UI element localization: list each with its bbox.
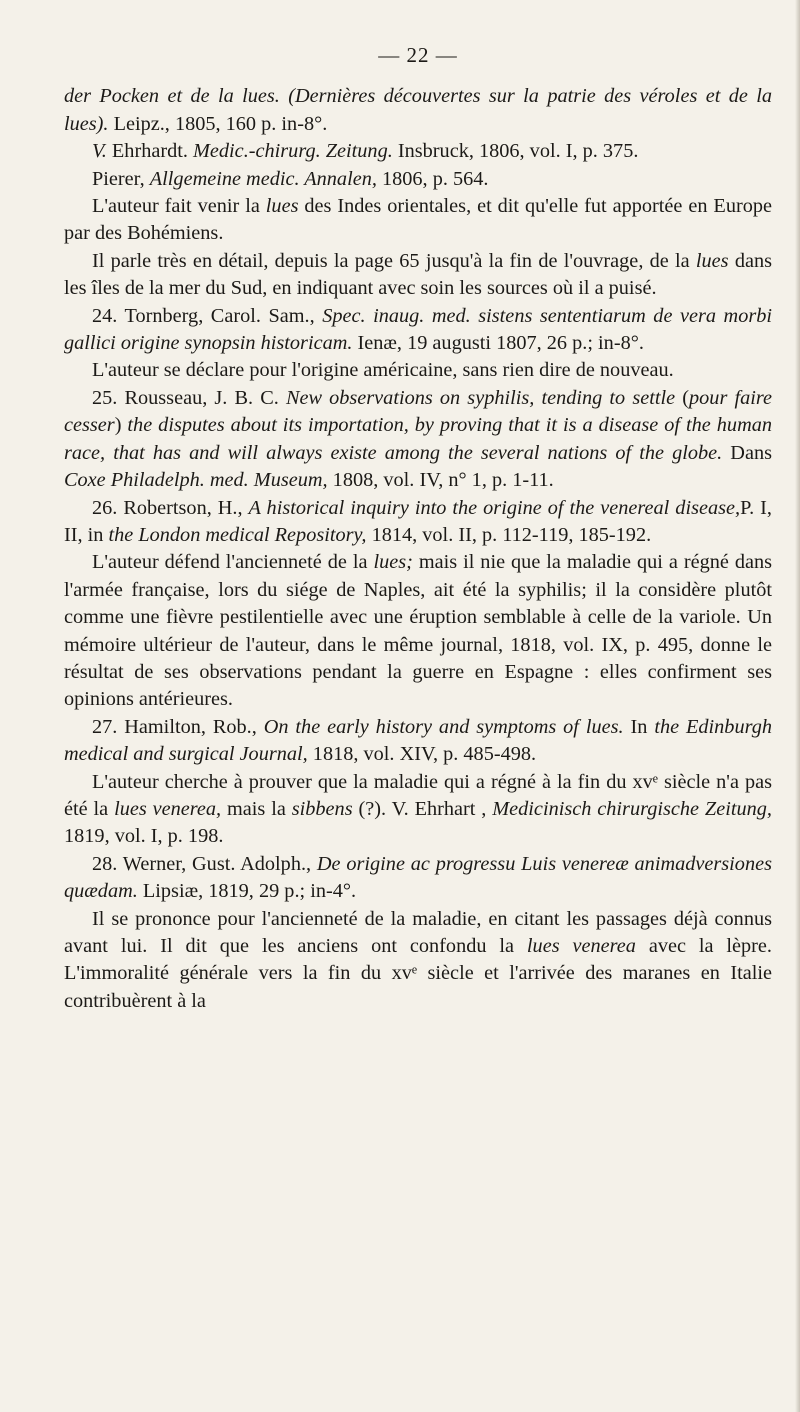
paragraph — [64, 549, 772, 713]
text: 1819, vol. I, p. 198. — [64, 825, 224, 848]
text: Il parle très en détail, depuis la page 65 jusqu'à la fin de l'ouvrage, de la — [92, 249, 696, 272]
page-number: — 22 — — [378, 43, 458, 67]
text: 26. Robertson, H., — [92, 496, 249, 519]
paragraph — [64, 138, 772, 165]
italic-text: A historical inquiry into the origine of the venereal disease, — [248, 496, 741, 519]
paragraph — [64, 166, 772, 193]
text: ) — [114, 414, 128, 437]
italic-text: lues — [265, 195, 299, 218]
text: L'auteur se déclare pour l'origine américaine, sans rien dire de nouveau. — [92, 359, 674, 382]
text-flow — [64, 83, 772, 1015]
italic-text: the disputes about its importation, by proving that it is a disease of the human race, that has and will always existe among the several nations of the globe. — [64, 414, 772, 464]
text: Pierer, — [92, 167, 150, 190]
italic-text: lues venerea — [526, 935, 636, 957]
text: (?). V. Ehrhart , — [352, 797, 493, 820]
text: 1814, vol. II, p. 112-119, 185-192. — [366, 523, 652, 546]
text: 28. Werner, Gust. Adolph., — [92, 852, 317, 875]
text: 27. Hamilton, Rob., — [92, 715, 264, 738]
text: mais il nie que la maladie qui a régné dans l'armée française, lors du siége de Naples, ait été la syphilis; il la considère plutôt comme une fièvre pestilentielle avec une éruption semblable à celle de la variole. Un mémoire ultérieur de l'auteur, dans le même journal, 1818, vol. IX, p. 495, donne le résultat de ses observations pendant la guerre en Espagne : elles confirment ses opinions antérieures. — [64, 551, 772, 711]
italic-text: der Pocken et de la lues. (Dernières découvertes sur la patrie des véroles et de la lues). — [64, 85, 772, 135]
text: P. I, II, in — [64, 496, 773, 546]
text: Dans — [722, 441, 772, 464]
text: Leipz., 1805, 160 p. in-8°. — [108, 112, 328, 135]
text: In — [623, 715, 655, 738]
paragraph — [64, 385, 772, 495]
text: des Indes orientales, et dit qu'elle fut apportée en Europe par des Bohémiens. — [64, 195, 772, 245]
text: L'auteur fait venir la — [92, 195, 266, 218]
text: Ehrhardt. — [106, 140, 194, 163]
text: 1818, vol. XIV, p. 485-498. — [307, 743, 537, 766]
italic-text: Allgemeine medic. Annalen, — [149, 167, 377, 190]
text: mais la — [221, 797, 292, 820]
text: Ienæ, 19 augusti 1807, 26 p.; in-8°. — [352, 332, 644, 355]
page-body — [64, 42, 772, 1015]
paragraph — [64, 193, 772, 248]
text: L'auteur défend l'ancienneté de la — [92, 551, 374, 574]
italic-text: V. — [92, 140, 107, 163]
text: 25. Rousseau, J. B. C. — [92, 386, 286, 409]
text: 1808, vol. IV, n° 1, p. 1-11. — [327, 469, 554, 492]
text: ( — [675, 386, 690, 409]
paragraph — [64, 83, 772, 138]
italic-text: On the early history and symptoms of lues. — [263, 715, 624, 738]
paragraph — [64, 851, 772, 906]
paragraph — [64, 357, 772, 384]
text: dans les îles de la mer du Sud, en indiquant avec soin les sources où il a puisé. — [64, 249, 772, 300]
italic-text: New observations on syphilis, tending to settle — [285, 386, 676, 409]
text: 1806, p. 564. — [376, 167, 489, 190]
text: Insbruck, 1806, vol. I, p. 375. — [392, 140, 639, 163]
text: 24. Tornberg, Carol. Sam., — [92, 304, 323, 327]
italic-text: Coxe Philadelph. med. Museum, — [64, 469, 328, 492]
paragraph — [64, 714, 772, 769]
text: avec la lèpre. L'immoralité générale vers la fin du xvᵉ siècle et l'arrivée des maranes en Italie contribuèrent à la — [64, 935, 772, 1012]
italic-text: the Edinburgh medical and surgical Journal, — [64, 715, 773, 766]
italic-text: lues; — [373, 551, 413, 574]
paragraph — [64, 248, 772, 303]
italic-text: lues venerea, — [114, 797, 222, 820]
paragraph — [64, 495, 772, 550]
italic-text: sibbens — [291, 797, 353, 820]
page-edge — [795, 0, 800, 1412]
text: L'auteur cherche à prouver que la maladie qui a régné à la fin du xvᵉ siècle n'a pas été la — [64, 770, 772, 820]
italic-text: Medicinisch chirurgische Zeitung, — [492, 797, 772, 820]
italic-text: De origine ac progressu Luis venereæ animadversiones quædam. — [64, 852, 772, 903]
paragraph — [64, 303, 772, 358]
italic-text: the London medical Repository, — [108, 523, 367, 546]
paragraph — [64, 769, 772, 851]
italic-text: lues — [695, 249, 729, 272]
italic-text: pour faire cesser — [64, 386, 773, 437]
paragraph — [64, 906, 772, 1016]
italic-text: Medic.-chirurg. Zeitung. — [193, 140, 393, 163]
text: Il se prononce pour l'ancienneté de la maladie, en citant les passages déjà connus avant lui. Il dit que les anciens ont confondu la — [64, 907, 772, 957]
italic-text: Spec. inaug. med. sistens sententiarum de vera morbi gallici origine synopsin historicam. — [64, 304, 772, 355]
text: Lipsiæ, 1819, 29 p.; in-4°. — [137, 880, 357, 903]
